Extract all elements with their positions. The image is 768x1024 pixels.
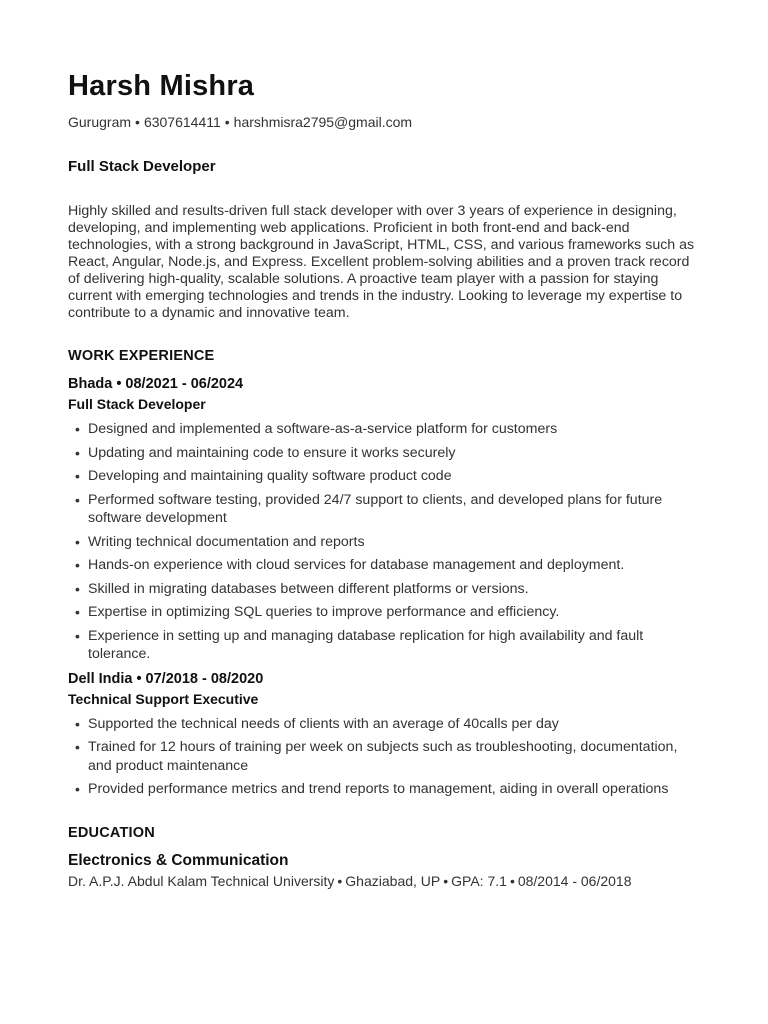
contact-phone: 6307614411 (143, 114, 221, 130)
list-item (68, 603, 698, 622)
bullet-text: Developing and maintaining quality software product code (88, 468, 452, 484)
bullet-icon: • (75, 533, 80, 550)
list-item (68, 420, 698, 439)
bullet-text: Supported the technical needs of clients with an average of 40calls per day (88, 715, 559, 732)
bullet-icon: • (75, 739, 80, 755)
list-item (68, 444, 698, 463)
job-role: Full Stack Developer (68, 396, 206, 412)
education-university: Dr. A.P.J. Abdul Kalam Technical University (68, 872, 335, 889)
job-role: Technical Support Executive (68, 690, 259, 707)
bullet-text: Expertise in optimizing SQL queries to improve performance and efficiency. (88, 604, 560, 620)
bullet-icon: • (75, 604, 80, 620)
bullet-text: Hands-on experience with cloud services for database management and deployment. (88, 557, 625, 573)
list-item (68, 533, 698, 552)
bullet-icon: • (75, 580, 80, 597)
job-dates: 07/2018 - 08/2020 (145, 670, 264, 687)
education-degree: Electronics & Communication (68, 851, 289, 869)
job-entry (68, 374, 698, 664)
professional-summary: Highly skilled and results-driven full stack developer with over 3 years of experience in designing, developing, and implementing web applications. Proficient in both front-end and back-end technologies, with a strong background in JavaScript, HTML, CSS, and various frameworks such as React, Angular, Node.js, and Express. Excellent problem-solving abilities and a proven track record of delivering high-quality, scalable solutions. A proactive team player with a passion for staying current with emerging technologies and trends in the industry. Looking to leverage my expertise to contribute to a dynamic and innovative team. (68, 203, 695, 321)
bullet-text: Designed and implemented a software-as-a-service platform for customers (88, 421, 558, 437)
bullet-text: Updating and maintaining code to ensure it works securely (88, 444, 456, 461)
contact-email: harshmisra2795@gmail.com (233, 114, 413, 130)
job-headline: Full Stack Developer (68, 158, 216, 175)
section-title-work-experience: WORK EXPERIENCE (68, 348, 215, 364)
education-gpa: GPA: 7.1 (451, 872, 507, 889)
list-item (68, 556, 698, 575)
bullet-text: Provided performance metrics and trend reports to management, aiding in overall operations (88, 781, 669, 797)
bullet-text: Experience in setting up and managing database replication for high availability and fault tolerance. (88, 627, 644, 662)
bullet-icon: • (75, 421, 80, 437)
bullet-text: Skilled in migrating databases between different platforms or versions. (88, 580, 529, 597)
job-bullet-list (68, 420, 698, 664)
bullet-icon: • (75, 468, 80, 484)
job-company: Bhada (68, 376, 113, 392)
separator-dot: • (443, 872, 449, 889)
list-item (68, 467, 698, 486)
education-details (68, 872, 698, 890)
job-bullet-list (68, 715, 698, 799)
bullet-text: Trained for 12 hours of training per week on subjects such as troubleshooting, documentation, and product maintenance (88, 739, 678, 774)
contact-line (68, 113, 698, 131)
bullet-text: Performed software testing, provided 24/7 support to clients, and developed plans for future software development (88, 491, 663, 526)
bullet-icon: • (75, 715, 80, 732)
education-dates: 08/2014 - 06/2018 (517, 872, 632, 889)
separator-dot: • (135, 114, 140, 130)
separator-dot: • (136, 670, 142, 687)
job-heading (68, 374, 698, 394)
separator-dot: • (224, 114, 230, 130)
list-item (68, 627, 698, 664)
bullet-icon: • (75, 627, 80, 644)
list-item (68, 780, 698, 799)
list-item (68, 715, 698, 734)
education-location: Ghaziabad, UP (345, 872, 441, 889)
separator-dot: • (509, 872, 515, 889)
bullet-text: Writing technical documentation and reports (88, 533, 365, 550)
job-company: Dell India (68, 670, 133, 687)
list-item (68, 491, 698, 528)
job-entry (68, 669, 698, 799)
bullet-icon: • (75, 781, 80, 797)
separator-dot: • (116, 376, 122, 392)
bullet-icon: • (75, 444, 80, 461)
separator-dot: • (337, 872, 343, 889)
contact-location: Gurugram (68, 114, 132, 130)
bullet-icon: • (75, 491, 80, 508)
candidate-name: Harsh Mishra (68, 70, 255, 102)
list-item (68, 580, 698, 599)
list-item (68, 738, 698, 775)
job-dates: 08/2021 - 06/2024 (125, 376, 244, 392)
bullet-icon: • (75, 557, 80, 573)
section-title-education: EDUCATION (68, 824, 155, 841)
job-heading (68, 669, 698, 689)
